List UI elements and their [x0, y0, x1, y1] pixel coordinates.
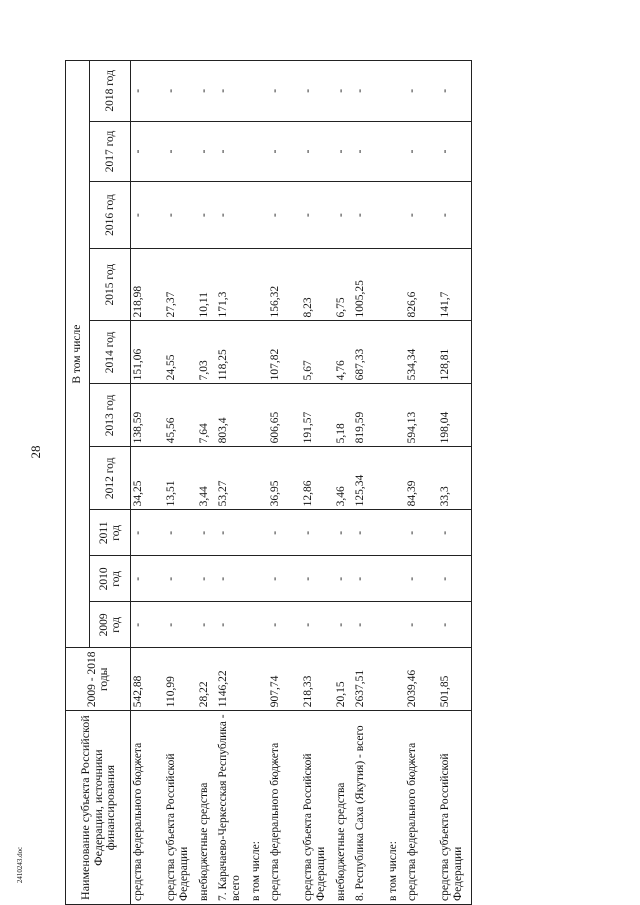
row-value: - — [197, 61, 216, 122]
table-row — [131, 61, 165, 905]
row-value: - — [164, 61, 197, 122]
header-year: 2014 год — [90, 321, 131, 384]
table-row — [438, 61, 472, 905]
header-year: 2017 год — [90, 121, 131, 182]
row-value: - — [268, 602, 301, 648]
row-value: - — [405, 556, 438, 602]
row-value: - — [353, 510, 386, 556]
header-year: 2009 год — [90, 602, 131, 648]
row-value: 606,65 — [268, 384, 301, 447]
row-value: 27,37 — [164, 248, 197, 321]
row-value: - — [131, 61, 165, 122]
row-value: 3,44 — [197, 447, 216, 510]
row-value: - — [438, 182, 472, 249]
row-value: - — [301, 121, 334, 182]
row-value: 803,4 — [216, 384, 249, 447]
row-value: - — [353, 556, 386, 602]
row-value: - — [216, 182, 249, 249]
row-value: 10,11 — [197, 248, 216, 321]
row-total: 110,99 — [164, 648, 197, 711]
header-year: 2018 год — [90, 61, 131, 122]
row-name: внебюджетные средства — [197, 711, 216, 905]
row-value: 198,04 — [438, 384, 472, 447]
row-value: 34,25 — [131, 447, 165, 510]
row-value: - — [197, 182, 216, 249]
table-row — [197, 61, 216, 905]
row-value: 819,59 — [353, 384, 386, 447]
row-value: 13,51 — [164, 447, 197, 510]
row-value: - — [268, 556, 301, 602]
row-value — [249, 447, 268, 510]
row-value: - — [334, 556, 353, 602]
row-value — [249, 121, 268, 182]
row-value: - — [131, 182, 165, 249]
row-value: 107,82 — [268, 321, 301, 384]
row-value — [249, 556, 268, 602]
row-value: - — [216, 602, 249, 648]
row-value: - — [301, 182, 334, 249]
row-value — [386, 556, 405, 602]
row-value — [386, 510, 405, 556]
row-value: - — [353, 182, 386, 249]
row-value: - — [197, 602, 216, 648]
row-value: 53,27 — [216, 447, 249, 510]
row-value: - — [164, 556, 197, 602]
row-value: 138,59 — [131, 384, 165, 447]
row-value — [386, 447, 405, 510]
row-value: - — [197, 556, 216, 602]
row-value: - — [405, 602, 438, 648]
row-name: средства субъекта Российской Федерации — [164, 711, 197, 905]
row-value: 4,76 — [334, 321, 353, 384]
row-value — [386, 321, 405, 384]
row-value: - — [334, 182, 353, 249]
row-value: - — [197, 121, 216, 182]
row-value — [386, 121, 405, 182]
row-value: - — [131, 121, 165, 182]
row-value: - — [216, 510, 249, 556]
row-value: 594,13 — [405, 384, 438, 447]
row-value: 7,03 — [197, 321, 216, 384]
row-value: 5,18 — [334, 384, 353, 447]
header-year: 2013 год — [90, 384, 131, 447]
row-value: 218,98 — [131, 248, 165, 321]
row-value: - — [438, 556, 472, 602]
row-value — [249, 182, 268, 249]
row-total: 2637,51 — [353, 648, 386, 711]
row-value: 1005,25 — [353, 248, 386, 321]
table-row — [164, 61, 197, 905]
row-value: 156,32 — [268, 248, 301, 321]
row-value: - — [353, 61, 386, 122]
header-year: 2016 год — [90, 182, 131, 249]
row-value: 826,6 — [405, 248, 438, 321]
header-year: 2015 год — [90, 248, 131, 321]
row-value: 12,86 — [301, 447, 334, 510]
row-value: - — [216, 556, 249, 602]
rotated-table-container — [65, 60, 610, 905]
row-name: средства субъекта Российской Федерации — [301, 711, 334, 905]
row-value: - — [405, 182, 438, 249]
row-value: - — [438, 602, 472, 648]
row-value: 33,3 — [438, 447, 472, 510]
row-value: 84,39 — [405, 447, 438, 510]
table-header — [66, 61, 131, 905]
row-value: 45,56 — [164, 384, 197, 447]
row-value: 534,34 — [405, 321, 438, 384]
row-value: 151,06 — [131, 321, 165, 384]
row-value — [386, 248, 405, 321]
row-value: - — [438, 510, 472, 556]
row-value: 8,23 — [301, 248, 334, 321]
row-value: - — [334, 121, 353, 182]
row-value: 118,25 — [216, 321, 249, 384]
row-value — [249, 248, 268, 321]
row-value: - — [405, 61, 438, 122]
row-value: - — [353, 121, 386, 182]
table-row — [334, 61, 353, 905]
header-group: В том числе — [66, 61, 90, 648]
row-value: - — [268, 61, 301, 122]
row-value — [249, 384, 268, 447]
row-value: - — [438, 61, 472, 122]
table-row — [353, 61, 386, 905]
row-name: средства федерального бюджета — [405, 711, 438, 905]
row-value: - — [268, 182, 301, 249]
row-value: 24,55 — [164, 321, 197, 384]
row-value: - — [268, 121, 301, 182]
row-total: 20,15 — [334, 648, 353, 711]
row-value: 36,95 — [268, 447, 301, 510]
row-value: - — [301, 556, 334, 602]
row-value: 7,64 — [197, 384, 216, 447]
table-row — [386, 61, 405, 905]
header-name: Наименование субъекта Российской Федерации, источники финансирования — [66, 711, 131, 905]
row-value: - — [164, 602, 197, 648]
row-value: - — [405, 121, 438, 182]
row-value: - — [164, 121, 197, 182]
row-name: в том числе: — [249, 711, 268, 905]
row-total: 542,88 — [131, 648, 165, 711]
row-value — [386, 602, 405, 648]
row-value: 5,67 — [301, 321, 334, 384]
row-value: - — [301, 602, 334, 648]
row-value: 128,81 — [438, 321, 472, 384]
table-row — [268, 61, 301, 905]
row-value: - — [301, 510, 334, 556]
row-value: - — [334, 61, 353, 122]
financing-table — [65, 60, 472, 905]
table-row — [301, 61, 334, 905]
row-value — [249, 61, 268, 122]
header-year: 2011 год — [90, 510, 131, 556]
row-total: 2039,46 — [405, 648, 438, 711]
row-value: - — [268, 510, 301, 556]
row-value: - — [438, 121, 472, 182]
row-value — [249, 602, 268, 648]
row-name: средства субъекта Российской Федерации — [438, 711, 472, 905]
row-name: 8. Республика Саха (Якутия) - всего — [353, 711, 386, 905]
row-value — [386, 384, 405, 447]
row-value — [249, 321, 268, 384]
header-total: 2009 - 2018 годы — [66, 648, 131, 711]
row-value: 171,3 — [216, 248, 249, 321]
row-name: 7. Карачаево-Черкесская Республика - всего — [216, 711, 249, 905]
row-value: - — [334, 602, 353, 648]
row-value: - — [131, 602, 165, 648]
row-name: средства федерального бюджета — [131, 711, 165, 905]
row-value: - — [164, 510, 197, 556]
row-value: - — [405, 510, 438, 556]
table-body — [131, 61, 472, 905]
row-value: - — [131, 510, 165, 556]
row-value — [386, 61, 405, 122]
row-total — [249, 648, 268, 711]
row-value: - — [216, 121, 249, 182]
row-name: в том числе: — [386, 711, 405, 905]
header-year: 2012 год — [90, 447, 131, 510]
table-row — [216, 61, 249, 905]
row-total — [386, 648, 405, 711]
row-value: - — [131, 556, 165, 602]
row-total: 218,33 — [301, 648, 334, 711]
row-value: - — [197, 510, 216, 556]
row-value: - — [164, 182, 197, 249]
row-value — [386, 182, 405, 249]
table-row — [405, 61, 438, 905]
row-value: 141,7 — [438, 248, 472, 321]
row-value: 125,34 — [353, 447, 386, 510]
row-value: - — [216, 61, 249, 122]
row-value: - — [301, 61, 334, 122]
row-name: средства федерального бюджета — [268, 711, 301, 905]
row-total: 907,74 — [268, 648, 301, 711]
footer-filename: 2410243.doc — [16, 846, 24, 884]
page-number: 28 — [28, 445, 43, 459]
row-total: 501,85 — [438, 648, 472, 711]
row-total: 1146,22 — [216, 648, 249, 711]
row-value — [249, 510, 268, 556]
table-row — [249, 61, 268, 905]
row-value: - — [334, 510, 353, 556]
row-total: 28,22 — [197, 648, 216, 711]
row-value: 3,46 — [334, 447, 353, 510]
row-name: внебюджетные средства — [334, 711, 353, 905]
row-value: 191,57 — [301, 384, 334, 447]
row-value: - — [353, 602, 386, 648]
row-value: 6,75 — [334, 248, 353, 321]
header-year: 2010 год — [90, 556, 131, 602]
row-value: 687,33 — [353, 321, 386, 384]
